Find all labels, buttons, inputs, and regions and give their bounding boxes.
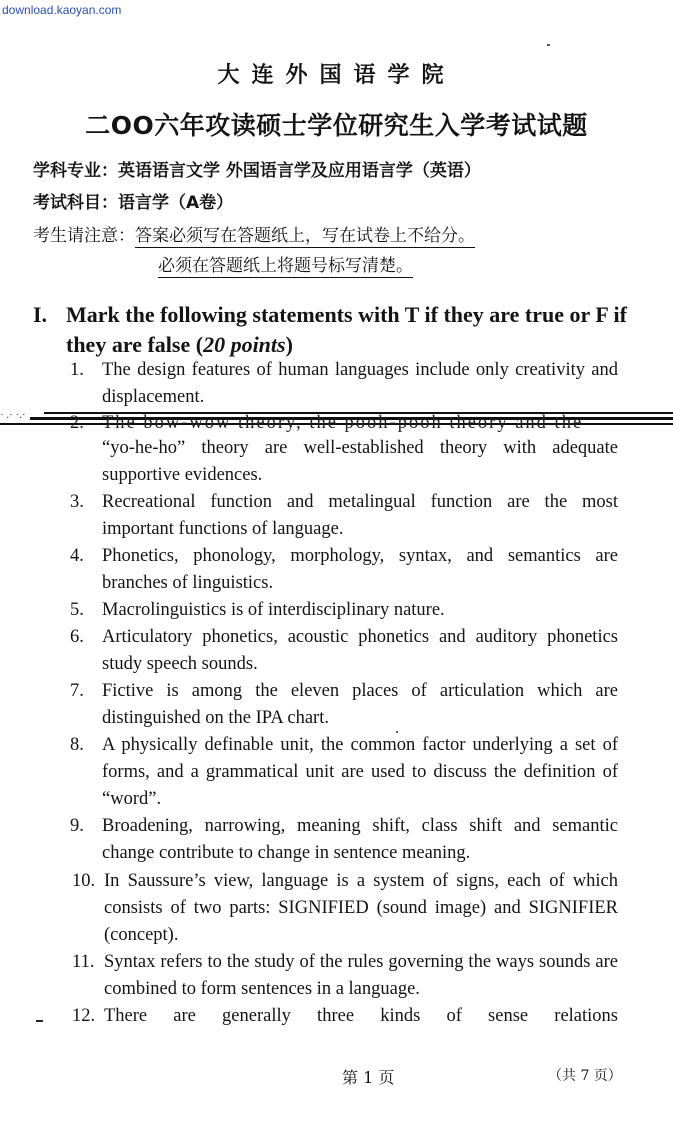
scan-ticks: · .· ·.· xyxy=(0,409,26,421)
question-number: 12. xyxy=(72,1006,96,1026)
subject-row xyxy=(33,188,233,213)
question-item xyxy=(70,678,618,732)
question-item-cut xyxy=(70,413,618,435)
question-number: 7. xyxy=(70,681,84,701)
question-number: 9. xyxy=(70,816,84,836)
question-text: A physically definable unit, the common factor underlying a set of forms, and a grammatical unit are used to discuss the definition of “word”. xyxy=(102,735,618,809)
scan-speck xyxy=(36,1020,43,1022)
notice-line-2: 必须在答题纸上将题号标写清楚。 xyxy=(158,256,413,276)
question-number: 5. xyxy=(70,600,84,620)
notice-row xyxy=(33,221,475,246)
question-number: 10. xyxy=(72,871,96,891)
question-text: “yo-he-ho” theory are well-established theory with adequate supportive evidences. xyxy=(102,438,618,485)
question-text: Phonetics, phonology, morphology, syntax, and semantics are branches of linguistics. xyxy=(102,546,618,593)
question-number: 3. xyxy=(70,492,84,512)
page-total: （共 7 页） xyxy=(548,1068,622,1084)
notice-label: 考生请注意： xyxy=(33,226,135,246)
exam-title: 二OO六年攻读硕士学位研究生入学考试试题 xyxy=(85,111,588,140)
question-item xyxy=(70,732,618,813)
question-item xyxy=(70,435,618,489)
major-value: 英语语言文学 外国语言学及应用语言学（英语） xyxy=(118,161,481,181)
question-text: There are generally three kinds of sense relations xyxy=(104,1006,618,1026)
question-text: Syntax refers to the study of the rules governing the ways sounds are combined to form sentences in a language. xyxy=(104,952,618,999)
question-item xyxy=(70,868,618,949)
question-number: 6. xyxy=(70,627,84,647)
question-text: Recreational function and metalingual function are the most important functions of language. xyxy=(102,492,618,539)
question-number-cut: 2. xyxy=(70,413,84,433)
scan-speck xyxy=(396,731,398,733)
question-text: Broadening, narrowing, meaning shift, class shift and semantic change contribute to change in sentence meaning. xyxy=(102,816,618,863)
question-number: 11. xyxy=(72,952,95,972)
notice-row-2 xyxy=(158,251,413,276)
major-row xyxy=(33,156,481,181)
section-title: Mark the following statements with T if they are true or F if they are false xyxy=(66,302,627,357)
major-label: 学科专业： xyxy=(33,161,118,181)
question-item xyxy=(70,813,618,867)
question-item xyxy=(70,1003,618,1030)
school-name: 大连外国语学院 xyxy=(217,63,456,88)
question-item xyxy=(70,624,618,678)
subject-value: 语言学（A卷） xyxy=(118,193,234,213)
notice-line-1: 答案必须写在答题纸上，写在试卷上不给分。 xyxy=(135,226,475,246)
question-item xyxy=(70,489,618,543)
subject-label: 考试科目： xyxy=(33,193,118,213)
question-text: Fictive is among the eleven places of articulation which are distinguished on the IPA chart. xyxy=(102,681,618,728)
question-text: The design features of human languages include only creativity and displacement. xyxy=(102,360,618,407)
question-number: 4. xyxy=(70,546,84,566)
section-points-open: ( xyxy=(190,332,204,357)
question-number: 1. xyxy=(70,360,84,380)
section-number: I. xyxy=(33,302,48,327)
question-item xyxy=(70,357,618,411)
question-text: Macrolinguistics is of interdisciplinary nature. xyxy=(102,600,445,620)
section-points: 20 points xyxy=(203,332,286,357)
question-number: 8. xyxy=(70,735,84,755)
question-item xyxy=(70,543,618,597)
question-text: Articulatory phonetics, acoustic phonetics and auditory phonetics study speech sounds. xyxy=(102,627,618,674)
question-text: In Saussure’s view, language is a system of signs, each of which consists of two parts: SIGNIFIED (sound image) and SIGNIFIER (concept). xyxy=(104,871,618,945)
page-number: 第 1 页 xyxy=(342,1068,395,1087)
question-text-cut: The bow-wow theory, the pooh-pooh theory and the xyxy=(102,413,584,433)
scan-speck xyxy=(547,44,550,46)
question-item xyxy=(70,949,618,1003)
section-points-close: ) xyxy=(285,332,293,357)
section-title-block xyxy=(66,300,651,360)
source-watermark: download.kaoyan.com xyxy=(2,3,122,17)
question-item xyxy=(70,597,618,624)
